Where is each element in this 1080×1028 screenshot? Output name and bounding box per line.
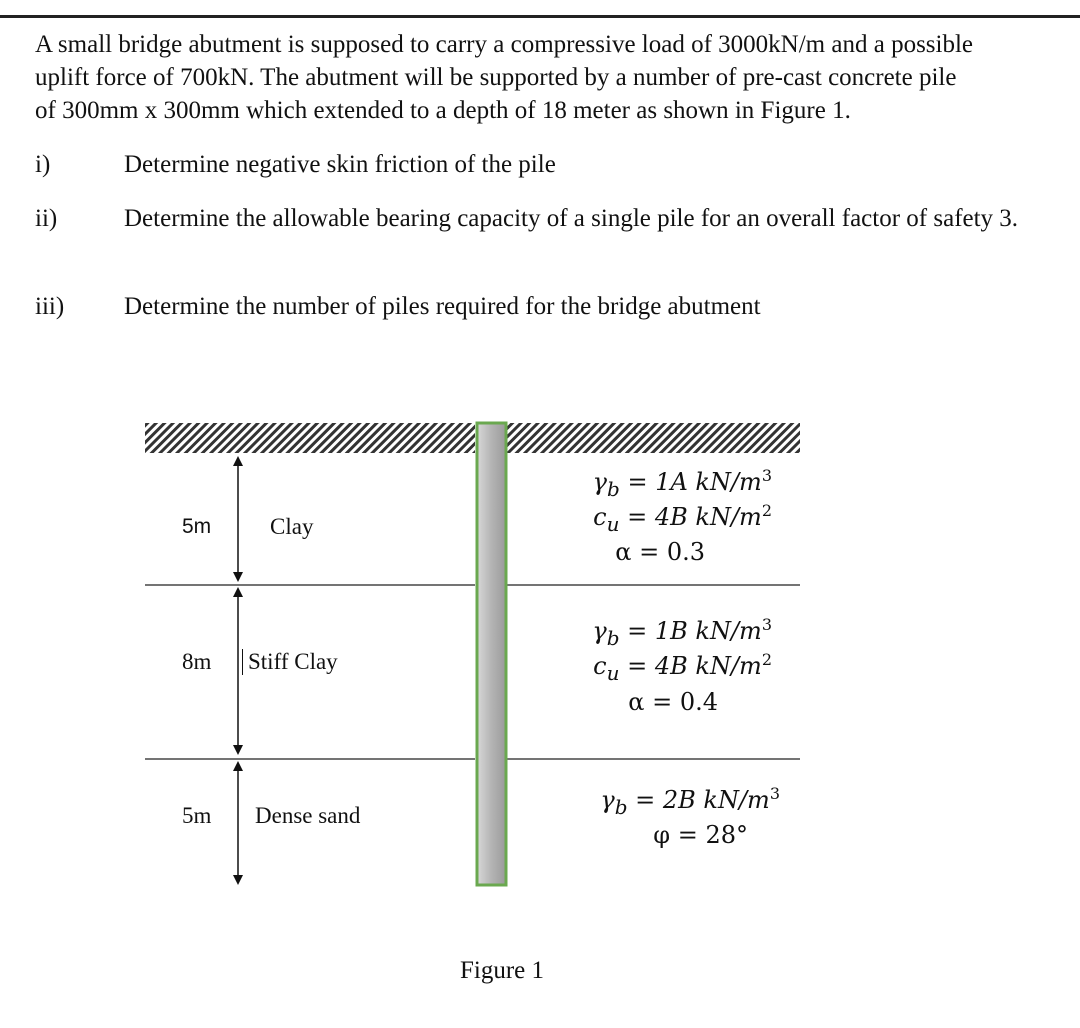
depth-label: 8m — [182, 649, 212, 674]
unit-weight-eq — [593, 468, 772, 501]
question-number: iii) — [35, 293, 65, 320]
question-number: i) — [35, 151, 51, 178]
cu-value: = 4B kN/m — [627, 503, 762, 531]
alpha-eq: α = 0.3 — [615, 538, 705, 566]
gamma-symbol: γ — [592, 468, 607, 496]
exponent: 3 — [761, 615, 772, 634]
gamma-value: = 1B kN/m — [627, 617, 762, 645]
cu-symbol: c — [593, 652, 607, 680]
soil-name: Stiff Clay — [242, 649, 338, 675]
gamma-symbol: γ — [600, 786, 615, 814]
soil-name: Clay — [270, 514, 314, 539]
unit-weight-eq — [600, 786, 780, 819]
unit-weight-eq — [592, 617, 772, 650]
figure-caption: Figure 1 — [460, 957, 545, 984]
exponent: 3 — [761, 466, 772, 485]
gamma-subscript: b — [614, 794, 628, 819]
cu-symbol: c — [593, 503, 607, 531]
friction-angle-eq: φ = 28° — [653, 821, 748, 849]
question-text: Determine negative skin friction of the pile — [124, 151, 556, 178]
soil-name: Dense sand — [255, 803, 361, 828]
gamma-value: = 1A kN/m — [627, 468, 762, 496]
cu-subscript: u — [606, 511, 620, 536]
cu-value: = 4B kN/m — [627, 652, 762, 680]
exponent: 2 — [761, 501, 772, 520]
problem-line: A small bridge abutment is supposed to carry a compressive load of 3000kN/m and a possible — [35, 31, 974, 58]
cohesion-eq — [593, 652, 772, 685]
gamma-value: = 2B kN/m — [635, 786, 770, 814]
depth-label: 5m — [182, 515, 212, 538]
pile — [477, 423, 506, 885]
gamma-symbol: γ — [592, 617, 607, 645]
cohesion-eq — [593, 503, 772, 536]
question-text: Determine the number of piles required for the bridge abutment — [124, 293, 761, 320]
problem-line: of 300mm x 300mm which extended to a depth of 18 meter as shown in Figure 1. — [35, 97, 851, 124]
cu-subscript: u — [606, 660, 620, 685]
exponent: 2 — [761, 650, 772, 669]
gamma-subscript: b — [606, 625, 620, 650]
problem-line: uplift force of 700kN. The abutment will be supported by a number of pre-cast concrete pile — [35, 64, 957, 91]
exponent: 3 — [769, 784, 780, 803]
alpha-eq: α = 0.4 — [628, 688, 718, 716]
question-number: ii) — [35, 205, 58, 232]
question-text: Determine the allowable bearing capacity of a single pile for an overall factor of safety 3. — [124, 205, 1019, 232]
ground-hatch-left — [145, 423, 475, 453]
depth-label: 5m — [182, 803, 212, 828]
gamma-subscript: b — [607, 476, 620, 501]
ground-hatch-right — [507, 423, 800, 453]
